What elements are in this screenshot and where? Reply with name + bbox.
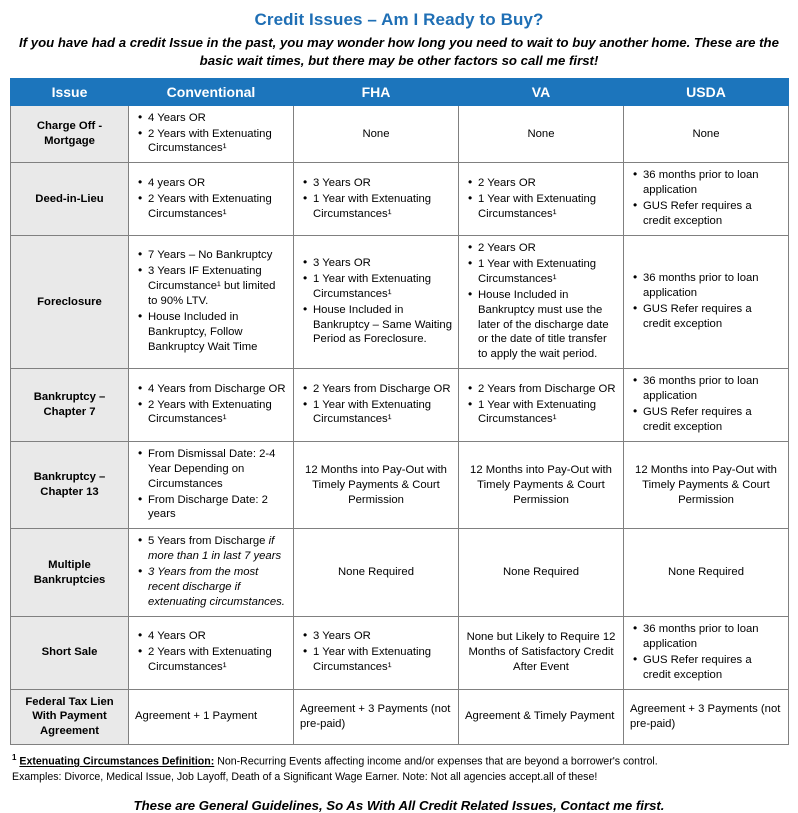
- cell-bullet-list: [300, 629, 452, 675]
- table-row: [11, 105, 789, 163]
- cell-va: [459, 689, 624, 745]
- cell-bullet-item: • 4 Years OR: [148, 111, 287, 126]
- column-header-va: VA: [459, 78, 624, 105]
- page-subtitle: If you have had a credit Issue in the past, you may wonder how long you need to wait to buy another home. These are the basic wait times, but there may be other factors so call me first!: [19, 35, 779, 68]
- cell-bullet-list: [465, 382, 617, 428]
- table-row: [11, 689, 789, 745]
- cell-text: 12 Months into Pay-Out with Timely Payments & Court Permission: [635, 463, 777, 506]
- cell-bullet-item: • 3 Years OR: [313, 629, 452, 644]
- footnotes: [10, 752, 788, 785]
- row-issue-label: Deed-in-Lieu: [11, 163, 129, 236]
- cell-text: Agreement & Timely Payment: [465, 710, 615, 723]
- cell-bullet-list: [465, 241, 617, 362]
- cell-bullet-item: • House Included in Bankruptcy must use the later of the discharge date or the date of title transfer to apply the wait period.: [478, 288, 617, 363]
- cell-bullet-list: [135, 534, 287, 610]
- cell-bullet-item: • 2 Years with Extenuating Circumstances¹: [148, 127, 287, 157]
- cell-bullet-item: • 1 Year with Extenuating Circumstances¹: [478, 257, 617, 287]
- cell-bullet-list: [300, 382, 452, 428]
- cell-conventional: [129, 529, 294, 617]
- cell-text: 12 Months into Pay-Out with Timely Payments & Court Permission: [470, 463, 612, 506]
- cell-va: [459, 369, 624, 442]
- cell-usda: [624, 529, 789, 617]
- cell-va: [459, 105, 624, 163]
- cell-bullet-item: • 2 Years OR: [478, 176, 617, 191]
- column-header-conventional: Conventional: [129, 78, 294, 105]
- cell-usda: [624, 105, 789, 163]
- cell-fha: [294, 616, 459, 689]
- cell-bullet-item: • GUS Refer requires a credit exception: [643, 199, 782, 229]
- row-issue-label: Bankruptcy – Chapter 7: [11, 369, 129, 442]
- cell-text: None Required: [338, 566, 414, 579]
- cell-usda: [624, 689, 789, 745]
- table-row: [11, 163, 789, 236]
- cell-bullet-item: • GUS Refer requires a credit exception: [643, 405, 782, 435]
- cell-conventional: [129, 369, 294, 442]
- cell-bullet-item: • 4 years OR: [148, 176, 287, 191]
- cell-bullet-list: [300, 176, 452, 222]
- cell-va: [459, 235, 624, 368]
- cell-bullet-list: [135, 248, 287, 354]
- cell-bullet-item: • 4 Years from Discharge OR: [148, 382, 287, 397]
- cell-usda: [624, 163, 789, 236]
- cell-usda: [624, 616, 789, 689]
- row-issue-label: Charge Off - Mortgage: [11, 105, 129, 163]
- cell-bullet-item: • 3 Years IF Extenuating Circumstance¹ but limited to 90% LTV.: [148, 264, 287, 309]
- footnote-definition-text: Non-Recurring Events affecting income and/or expenses that are beyond a borrower's control.: [217, 755, 658, 768]
- cell-bullet-item: • 2 Years from Discharge OR: [478, 382, 617, 397]
- page-title: Credit Issues – Am I Ready to Buy?: [254, 10, 544, 29]
- cell-bullet-item: • House Included in Bankruptcy, Follow Bankruptcy Wait Time: [148, 310, 287, 355]
- cell-bullet-item: • 3 Years from the most recent discharge if extenuating circumstances.: [148, 565, 287, 610]
- cell-usda: [624, 441, 789, 529]
- cell-bullet-item: • 2 Years with Extenuating Circumstances¹: [148, 192, 287, 222]
- cell-bullet-item: • 1 Year with Extenuating Circumstances¹: [478, 192, 617, 222]
- cell-text: Agreement + 3 Payments (not pre-paid): [300, 702, 451, 730]
- cell-text: None but Likely to Require 12 Months of Satisfactory Credit After Event: [466, 631, 616, 674]
- cell-fha: [294, 369, 459, 442]
- cell-conventional: [129, 105, 294, 163]
- cell-bullet-item: • 7 Years – No Bankruptcy: [148, 248, 287, 263]
- cell-conventional: [129, 689, 294, 745]
- row-issue-label: Short Sale: [11, 616, 129, 689]
- column-header-usda: USDA: [624, 78, 789, 105]
- cell-bullet-item: • 36 months prior to loan application: [643, 271, 782, 301]
- cell-text: None: [362, 127, 390, 140]
- cell-bullet-list: [630, 168, 782, 229]
- credit-issues-table: [10, 78, 789, 746]
- cell-bullet-item: • House Included in Bankruptcy – Same Waiting Period as Foreclosure.: [313, 303, 452, 348]
- cell-bullet-list: [630, 374, 782, 435]
- row-issue-label: Federal Tax Lien With Payment Agreement: [11, 689, 129, 745]
- footnote-examples: Examples: Divorce, Medical Issue, Job Layoff, Death of a Significant Wage Earner. Note: Not all agencies accept.all of these!: [12, 771, 598, 784]
- cell-bullet-item: • 1 Year with Extenuating Circumstances¹: [313, 272, 452, 302]
- cell-conventional: [129, 235, 294, 368]
- column-header-fha: FHA: [294, 78, 459, 105]
- cell-va: [459, 529, 624, 617]
- cell-bullet-list: [135, 111, 287, 157]
- cell-text: None Required: [503, 566, 579, 579]
- cell-bullet-list: [135, 629, 287, 675]
- cell-fha: [294, 689, 459, 745]
- cell-conventional: [129, 163, 294, 236]
- cell-bullet-item: • 36 months prior to loan application: [643, 168, 782, 198]
- footnote-definition: [12, 752, 788, 770]
- cell-bullet-item: • 2 Years from Discharge OR: [313, 382, 452, 397]
- cell-bullet-item: • 3 Years OR: [313, 256, 452, 271]
- table-row: [11, 616, 789, 689]
- table-row: [11, 235, 789, 368]
- cell-bullet-item: • GUS Refer requires a credit exception: [643, 302, 782, 332]
- cell-va: [459, 616, 624, 689]
- cell-bullet-item: • 36 months prior to loan application: [643, 622, 782, 652]
- row-issue-label: Foreclosure: [11, 235, 129, 368]
- cell-text: None: [692, 127, 720, 140]
- cell-bullet-list: [630, 622, 782, 683]
- cell-text: None: [527, 127, 555, 140]
- cell-bullet-item: • 2 Years with Extenuating Circumstances¹: [148, 645, 287, 675]
- cell-bullet-item: • GUS Refer requires a credit exception: [643, 653, 782, 683]
- table-row: [11, 441, 789, 529]
- table-row: [11, 369, 789, 442]
- row-issue-label: Bankruptcy – Chapter 13: [11, 441, 129, 529]
- table-header-row: [11, 78, 789, 105]
- column-header-issue: Issue: [11, 78, 129, 105]
- cell-bullet-item: • 1 Year with Extenuating Circumstances¹: [478, 398, 617, 428]
- cell-bullet-item: • From Dismissal Date: 2-4 Year Depending on Circumstances: [148, 447, 287, 492]
- cell-bullet-item: • 2 Years with Extenuating Circumstances¹: [148, 398, 287, 428]
- cell-bullet-item: • From Discharge Date: 2 years: [148, 493, 287, 523]
- footnote-marker: 1: [12, 753, 17, 763]
- row-issue-label: Multiple Bankruptcies: [11, 529, 129, 617]
- cell-fha: [294, 441, 459, 529]
- cell-text: Agreement + 1 Payment: [135, 710, 258, 723]
- cell-va: [459, 441, 624, 529]
- closing-statement: These are General Guidelines, So As With All Credit Related Issues, Contact me first.: [133, 797, 665, 813]
- cell-emphasis-text: if more than 1 in last 7 years: [148, 535, 282, 563]
- cell-bullet-item: • 5 Years from Discharge if more than 1 in last 7 years: [148, 534, 287, 564]
- cell-conventional: [129, 441, 294, 529]
- cell-text: None Required: [668, 566, 744, 579]
- table-body: [11, 105, 789, 745]
- cell-fha: [294, 163, 459, 236]
- cell-bullet-item: • 36 months prior to loan application: [643, 374, 782, 404]
- cell-fha: [294, 235, 459, 368]
- cell-bullet-list: [135, 176, 287, 222]
- cell-va: [459, 163, 624, 236]
- cell-text: 12 Months into Pay-Out with Timely Payments & Court Permission: [305, 463, 447, 506]
- cell-bullet-list: [300, 256, 452, 347]
- table-row: [11, 529, 789, 617]
- cell-fha: [294, 105, 459, 163]
- cell-text: Agreement + 3 Payments (not pre-paid): [630, 702, 781, 730]
- cell-usda: [624, 369, 789, 442]
- cell-bullet-list: [630, 271, 782, 332]
- cell-bullet-item: • 1 Year with Extenuating Circumstances¹: [313, 192, 452, 222]
- cell-conventional: [129, 616, 294, 689]
- cell-bullet-item: • 1 Year with Extenuating Circumstances¹: [313, 398, 452, 428]
- cell-bullet-item: • 1 Year with Extenuating Circumstances¹: [313, 645, 452, 675]
- cell-bullet-list: [135, 382, 287, 428]
- cell-bullet-list: [465, 176, 617, 222]
- cell-usda: [624, 235, 789, 368]
- cell-bullet-item: • 4 Years OR: [148, 629, 287, 644]
- cell-bullet-item: • 2 Years OR: [478, 241, 617, 256]
- cell-bullet-item: • 3 Years OR: [313, 176, 452, 191]
- footnote-definition-label: Extenuating Circumstances Definition:: [19, 755, 215, 768]
- cell-bullet-list: [135, 447, 287, 523]
- cell-fha: [294, 529, 459, 617]
